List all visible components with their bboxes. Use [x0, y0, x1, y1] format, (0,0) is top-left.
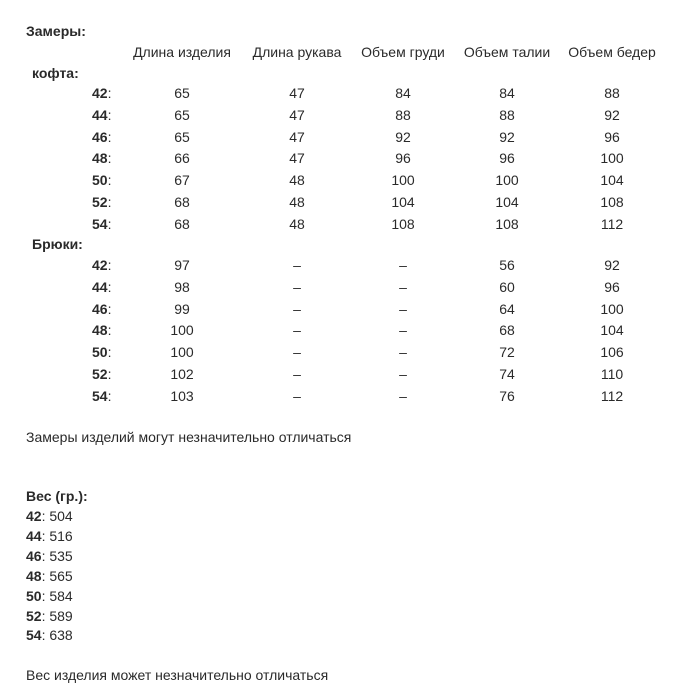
table-cell: 102: [170, 366, 194, 382]
table-cell: –: [399, 387, 407, 404]
weight-size: 44: [26, 527, 42, 544]
table-cell: –: [293, 257, 301, 273]
table-cell: 67: [174, 172, 190, 189]
table-cell: –: [399, 300, 407, 317]
table-cell: 96: [499, 150, 515, 167]
weight-note: Вес изделия может незначительно отличаться: [26, 667, 329, 683]
table-cell: 100: [495, 172, 519, 189]
table-cell: 47: [289, 106, 305, 123]
size-label: 48:: [92, 322, 112, 339]
measurements-title: Замеры:: [26, 23, 86, 39]
table-cell: 48: [289, 172, 305, 189]
weight-size: 54: [26, 627, 42, 644]
size-label: 54:: [92, 387, 112, 404]
column-header-waist: Объем талии: [463, 44, 551, 60]
weight-value: 589: [49, 607, 73, 624]
table-cell: –: [293, 278, 301, 295]
weight-size: 52: [26, 607, 42, 624]
table-cell: 106: [600, 344, 624, 361]
size-number: 42: [92, 85, 108, 101]
size-label: 52:: [92, 366, 112, 382]
size-number: 54: [92, 215, 108, 232]
measurements-note: Замеры изделий могут незначительно отличаться: [26, 429, 352, 445]
table-cell: 65: [174, 128, 190, 145]
size-number: 52: [92, 194, 108, 210]
table-cell: 112: [600, 215, 624, 232]
weight-row: 42: 504: [26, 508, 73, 524]
table-cell: –: [293, 387, 301, 404]
table-cell: 97: [174, 257, 190, 273]
table-cell: –: [293, 344, 301, 361]
table-cell: 103: [170, 387, 194, 404]
table-cell: 96: [604, 278, 620, 295]
size-label: 54:: [92, 215, 112, 232]
weight-value: 638: [49, 627, 73, 644]
size-number: 50: [92, 172, 108, 189]
table-cell: 100: [600, 150, 624, 167]
table-cell: 96: [395, 150, 411, 167]
size-number: 42: [92, 257, 108, 273]
table-cell: 110: [600, 366, 624, 382]
table-cell: 88: [499, 106, 515, 123]
table-cell: 112: [600, 387, 624, 404]
table-cell: 48: [289, 215, 305, 232]
table-cell: –: [399, 322, 407, 339]
table-cell: –: [293, 300, 301, 317]
table-cell: 66: [174, 150, 190, 167]
table-cell: 88: [604, 85, 620, 101]
table-cell: 48: [289, 194, 305, 210]
table-cell: 100: [600, 300, 624, 317]
table-cell: 76: [499, 387, 515, 404]
table-cell: –: [399, 344, 407, 361]
table-cell: 92: [395, 128, 411, 145]
table-cell: 64: [499, 300, 515, 317]
column-header-sleeve: Длина рукава: [252, 44, 342, 60]
size-label: 46:: [92, 300, 112, 317]
column-header-length: Длина изделия: [133, 44, 231, 60]
size-label: 42:: [92, 85, 112, 101]
table-cell: –: [399, 257, 407, 273]
size-label: 50:: [92, 344, 112, 361]
table-cell: 104: [600, 322, 624, 339]
size-label: 50:: [92, 172, 112, 189]
table-cell: 108: [600, 194, 624, 210]
weight-size: 46: [26, 547, 42, 564]
table-cell: 84: [499, 85, 515, 101]
table-cell: 104: [391, 194, 415, 210]
table-cell: 65: [174, 85, 190, 101]
weight-size: 48: [26, 567, 42, 584]
table-cell: 92: [499, 128, 515, 145]
table-cell: –: [293, 322, 301, 339]
table-cell: 100: [391, 172, 415, 189]
size-number: 44: [92, 106, 108, 123]
weight-value: 516: [49, 527, 73, 544]
size-label: 44:: [92, 278, 112, 295]
size-number: 44: [92, 278, 108, 295]
section-label-pants: Брюки:: [32, 236, 83, 252]
weight-size: 42: [26, 508, 42, 524]
table-cell: 108: [391, 215, 415, 232]
weight-value: 504: [49, 508, 73, 524]
weight-size: 50: [26, 587, 42, 604]
table-cell: 96: [604, 128, 620, 145]
size-number: 48: [92, 150, 108, 167]
table-cell: 92: [604, 106, 620, 123]
size-label: 44:: [92, 106, 112, 123]
weight-value: 535: [49, 547, 73, 564]
size-label: 46:: [92, 128, 112, 145]
table-cell: 100: [170, 322, 194, 339]
size-label: 48:: [92, 150, 112, 167]
table-cell: 88: [395, 106, 411, 123]
table-cell: 72: [499, 344, 515, 361]
weight-row: 52: 589: [26, 607, 73, 624]
table-cell: –: [293, 366, 301, 382]
column-header-chest: Объем груди: [361, 44, 445, 60]
table-cell: 47: [289, 150, 305, 167]
table-cell: 108: [495, 215, 519, 232]
table-cell: 104: [495, 194, 519, 210]
table-cell: 92: [604, 257, 620, 273]
size-label: 42:: [92, 257, 112, 273]
table-cell: 68: [499, 322, 515, 339]
table-cell: 104: [600, 172, 624, 189]
weight-title: Вес (гр.):: [26, 488, 88, 504]
weight-row: 48: 565: [26, 567, 73, 584]
weight-row: 54: 638: [26, 627, 73, 644]
table-cell: 65: [174, 106, 190, 123]
table-cell: 68: [174, 215, 190, 232]
table-cell: 98: [174, 278, 190, 295]
table-cell: 100: [170, 344, 194, 361]
weight-row: 46: 535: [26, 547, 73, 564]
table-cell: 74: [499, 366, 515, 382]
table-cell: 84: [395, 85, 411, 101]
weight-value: 565: [49, 567, 73, 584]
table-cell: 47: [289, 128, 305, 145]
table-cell: 56: [499, 257, 515, 273]
size-number: 46: [92, 300, 108, 317]
table-cell: 60: [499, 278, 515, 295]
column-header-hips: Объем бедер: [568, 44, 656, 60]
table-cell: 99: [174, 300, 190, 317]
weight-row: 44: 516: [26, 527, 73, 544]
size-number: 48: [92, 322, 108, 339]
table-cell: 47: [289, 85, 305, 101]
weight-value: 584: [49, 587, 73, 604]
size-number: 54: [92, 387, 108, 404]
table-cell: 68: [174, 194, 190, 210]
table-cell: –: [399, 366, 407, 382]
weight-row: 50: 584: [26, 587, 73, 604]
size-number: 52: [92, 366, 108, 382]
table-cell: –: [399, 278, 407, 295]
size-number: 46: [92, 128, 108, 145]
size-number: 50: [92, 344, 108, 361]
size-label: 52:: [92, 194, 112, 210]
section-label-top: кофта:: [32, 65, 79, 81]
